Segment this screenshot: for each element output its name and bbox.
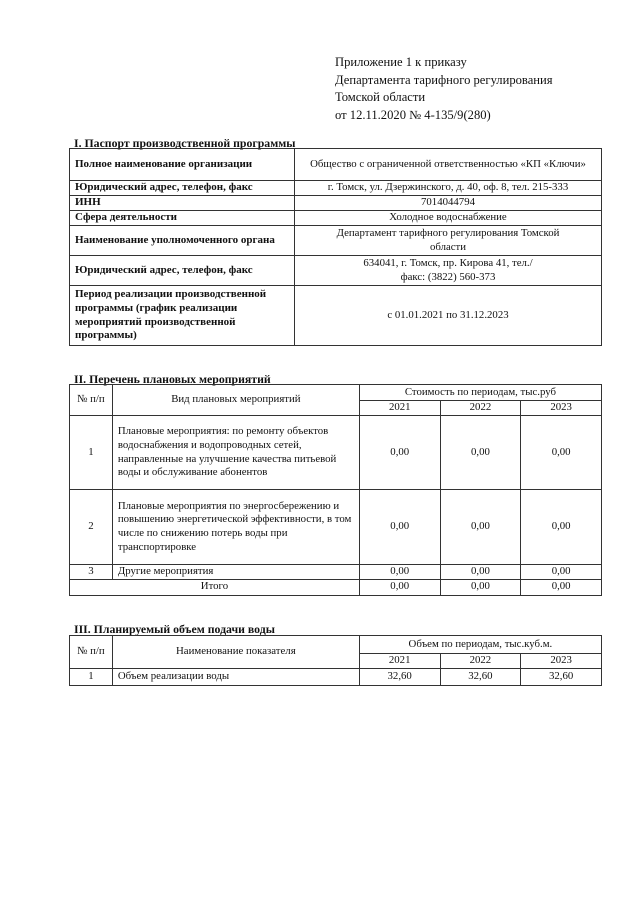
passport-value: Департамент тарифного регулирования Томской области — [295, 226, 602, 256]
total-value: 0,00 — [521, 579, 602, 595]
passport-value: Холодное водоснабжение — [295, 211, 602, 226]
cost-value: 0,00 — [440, 490, 521, 565]
passport-label: Юридический адрес, телефон, факс — [70, 181, 295, 196]
total-value: 0,00 — [440, 579, 521, 595]
row-number: 3 — [70, 565, 113, 580]
indicator-name: Объем реализации воды — [112, 669, 359, 686]
col-number-header: № п/п — [70, 385, 113, 416]
passport-label: Период реализации производственной программы (график реализации мероприятий производственной программы) — [70, 286, 295, 346]
cost-value: 0,00 — [440, 565, 521, 580]
passport-label: Сфера деятельности — [70, 211, 295, 226]
passport-value: Общество с ограниченной ответственностью «КП «Ключи» — [295, 149, 602, 181]
table-row — [70, 669, 602, 686]
cost-value: 0,00 — [521, 565, 602, 580]
total-label: Итого — [70, 579, 360, 595]
table-row — [70, 149, 602, 181]
passport-table — [69, 148, 602, 346]
order-header — [335, 54, 553, 124]
measures-table — [69, 384, 602, 596]
total-row — [70, 579, 602, 595]
year-header: 2023 — [521, 654, 602, 669]
section-2-title: II. Перечень плановых мероприятий — [74, 372, 271, 386]
cost-value: 0,00 — [440, 416, 521, 490]
header-line-4: от 12.11.2020 № 4-135/9(280) — [335, 107, 491, 122]
row-number: 1 — [70, 669, 113, 686]
measure-name: Плановые мероприятия: по ремонту объектов водоснабжения и водопроводных сетей, направленные на улучшение качества питьевой воды и обслуживание абонентов — [112, 416, 359, 490]
row-number: 2 — [70, 490, 113, 565]
measure-name: Другие мероприятия — [112, 565, 359, 580]
table-row — [70, 416, 602, 490]
col-name-header: Наименование показателя — [112, 636, 359, 669]
year-header: 2021 — [359, 654, 440, 669]
table-row — [70, 286, 602, 346]
col-cost-header: Стоимость по периодам, тыс.руб — [359, 385, 601, 401]
header-line-1: Приложение 1 к приказу — [335, 55, 467, 69]
table-header-row — [70, 385, 602, 401]
year-header: 2022 — [440, 654, 521, 669]
table-row — [70, 565, 602, 580]
table-row — [70, 226, 602, 256]
cost-value: 0,00 — [359, 490, 440, 565]
volume-value: 32,60 — [440, 669, 521, 686]
cost-value: 0,00 — [359, 565, 440, 580]
passport-value: 634041, г. Томск, пр. Кирова 41, тел./факс: (3822) 560-373 — [295, 256, 602, 286]
passport-label: Полное наименование организации — [70, 149, 295, 181]
section-1-title: I. Паспорт производственной программы — [74, 136, 296, 150]
table-row — [70, 196, 602, 211]
header-line-2: Департамента тарифного регулирования — [335, 72, 553, 87]
water-volume-table — [69, 635, 602, 686]
table-header-row — [70, 636, 602, 654]
year-header: 2022 — [440, 401, 521, 416]
year-header: 2021 — [359, 401, 440, 416]
col-number-header: № п/п — [70, 636, 113, 669]
year-header: 2023 — [521, 401, 602, 416]
col-kind-header: Вид плановых мероприятий — [112, 385, 359, 416]
volume-value: 32,60 — [359, 669, 440, 686]
col-volume-header: Объем по периодам, тыс.куб.м. — [359, 636, 601, 654]
section-3-title: III. Планируемый объем подачи воды — [74, 622, 275, 636]
table-row — [70, 490, 602, 565]
table-row — [70, 181, 602, 196]
measure-name: Плановые мероприятия по энергосбережению и повышению энергетической эффективности, в том числе по снижению потерь воды при транспортировке — [112, 490, 359, 565]
header-line-3: Томской области — [335, 90, 426, 104]
total-value: 0,00 — [359, 579, 440, 595]
volume-value: 32,60 — [521, 669, 602, 686]
passport-label: Наименование уполномоченного органа — [70, 226, 295, 256]
cost-value: 0,00 — [521, 416, 602, 490]
passport-label: Юридический адрес, телефон, факс — [70, 256, 295, 286]
table-row — [70, 256, 602, 286]
passport-value: 7014044794 — [295, 196, 602, 211]
cost-value: 0,00 — [521, 490, 602, 565]
passport-value: с 01.01.2021 по 31.12.2023 — [295, 286, 602, 346]
passport-label: ИНН — [70, 196, 295, 211]
row-number: 1 — [70, 416, 113, 490]
cost-value: 0,00 — [359, 416, 440, 490]
table-row — [70, 211, 602, 226]
passport-value: г. Томск, ул. Дзержинского, д. 40, оф. 8, тел. 215-333 — [295, 181, 602, 196]
